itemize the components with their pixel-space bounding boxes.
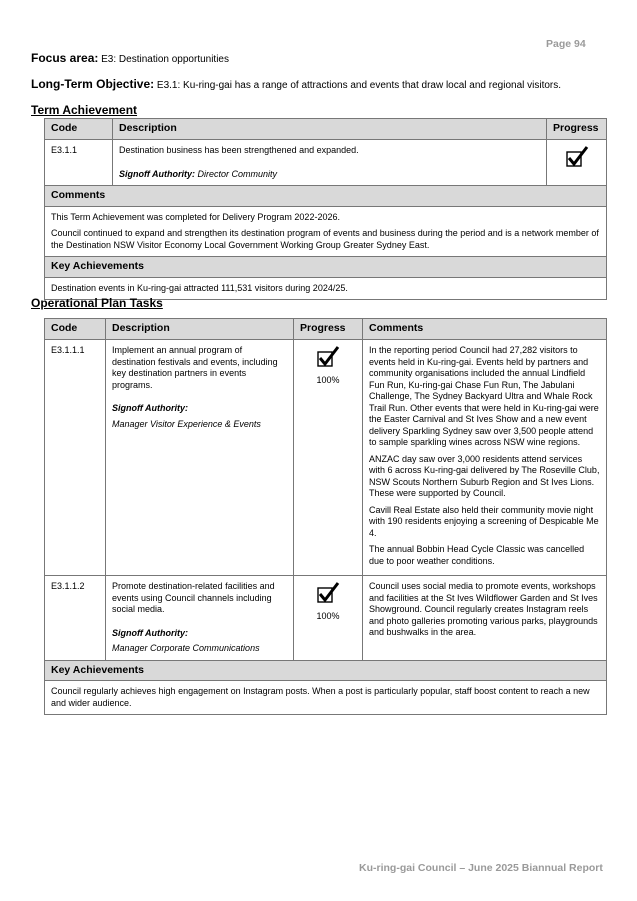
progress-cell: [294, 576, 363, 661]
row-description-cell: [106, 576, 294, 661]
operational-plan-heading: Operational Plan Tasks: [31, 296, 163, 310]
checkbox-checked-icon: [316, 581, 340, 609]
comment-paragraph: In the reporting period Council had 27,282 visitors to events held in Ku-ring-gai. Events held by partners and community organisations included the annual Lindfield Fun Run, Ku-ring-gai Chase Fun Run, The Jabulani Challenge, The Sydney Backyard Ultra and Whale Rock Trail Run. Other events that were held in Ku-ring-gai were the Easter Carnival and St Ives Show and a new event delivery Sparkling Sydney saw over 3,500 people attend to sample sparkling wines across NSW wine regions.: [369, 345, 599, 447]
footer: Ku-ring-gai Council – June 2025 Biannual Report: [359, 862, 603, 874]
comment-paragraph: The annual Bobbin Head Cycle Classic was cancelled due to poor weather conditions.: [369, 544, 585, 566]
comment-paragraph: This Term Achievement was completed for Delivery Program 2022-2026.: [51, 211, 340, 222]
progress-cell: [547, 140, 607, 186]
key-achievements-text: Council regularly achieves high engagement on Instagram posts. When a post is particularly popular, staff boost content to reach a new and wider audience.: [45, 681, 607, 715]
comment-paragraph: Cavill Real Estate also held their community movie night with 190 residents enjoying a screening of Despicable Me 4.: [369, 504, 599, 538]
term-achievement-heading: Term Achievement: [31, 103, 138, 117]
row-code: E3.1.1.2: [45, 576, 106, 661]
header-code: Code: [45, 319, 106, 340]
signoff-value: Manager Corporate Communications: [112, 643, 260, 653]
signoff-label: Signoff Authority:: [112, 403, 188, 413]
comments-cell: [45, 206, 607, 257]
focus-area-label: Focus area:: [31, 51, 99, 65]
header-progress: Progress: [294, 319, 363, 340]
progress-percent: 100%: [316, 374, 340, 385]
objective-value: E3.1: Ku-ring-gai has a range of attractions and events that draw local and regional visitors.: [156, 80, 562, 91]
focus-area-value: E3: Destination opportunities: [101, 54, 229, 65]
row-code: E3.1.1: [45, 140, 113, 186]
header-description: Description: [106, 319, 294, 340]
checkbox-checked-icon: [316, 345, 340, 373]
comments-cell: [363, 340, 607, 576]
row-code: E3.1.1.1: [45, 340, 106, 576]
comments-cell: [363, 576, 607, 661]
term-achievement-table: [44, 118, 607, 300]
checkbox-checked-icon: [565, 145, 589, 173]
table-header-row: [45, 119, 607, 140]
progress-cell: [294, 340, 363, 576]
header-comments: Comments: [363, 319, 607, 340]
table-header-row: [45, 319, 607, 340]
row-description-cell: [106, 340, 294, 576]
table-row: [45, 340, 607, 576]
comments-label: Comments: [45, 186, 607, 207]
signoff-label: Signoff Authority:: [112, 627, 188, 638]
comment-paragraph: Council continued to expand and strengthen its destination program of events and business during the period and is a network member of the Destination NSW Visitor Economy Local Government Working Group Greater Sydney East.: [51, 228, 599, 250]
table-row: [45, 140, 607, 186]
row-description: Promote destination-related facilities and events using Council channels including social media.: [112, 581, 275, 614]
table-row: [45, 576, 607, 661]
comment-paragraph: ANZAC day saw over 3,000 residents attend services with 6 across Ku-ring-gai delivered by The Roseville Club, NSW Scouts Northern Suburb Region and St Ives Lions. These were supported by Council.: [369, 453, 600, 498]
signoff-label: Signoff Authority:: [119, 168, 195, 179]
key-achievements-text: Destination events in Ku-ring-gai attracted 111,531 visitors during 2024/25.: [45, 277, 607, 300]
operational-plan-table: [44, 318, 607, 715]
header-code: Code: [45, 119, 113, 140]
signoff-value: Director Community: [197, 168, 278, 179]
header-progress: Progress: [547, 119, 607, 140]
key-achievements-label: Key Achievements: [45, 660, 607, 681]
page-number: Page 94: [546, 38, 586, 50]
row-description-cell: [113, 140, 547, 186]
row-description: Implement an annual program of destination festivals and events, including key destination partners in events programs.: [112, 345, 278, 390]
header-description: Description: [113, 119, 547, 140]
key-achievements-label: Key Achievements: [45, 257, 607, 278]
focus-area: [31, 51, 229, 65]
row-description: Destination business has been strengthened and expanded.: [119, 145, 359, 155]
comment-paragraph: Council uses social media to promote events, workshops and facilities at the St Ives Wildflower Garden and St Ives Showground. Council regularly creates Instagram reels and photo galleries promoting various parks, playgrounds and bushwalks in the area.: [369, 581, 598, 637]
signoff-value: Manager Visitor Experience & Events: [112, 418, 261, 429]
signoff: [119, 169, 540, 181]
progress-percent: 100%: [316, 610, 340, 621]
objective-label: Long-Term Objective:: [31, 77, 155, 91]
long-term-objective: [31, 77, 631, 91]
